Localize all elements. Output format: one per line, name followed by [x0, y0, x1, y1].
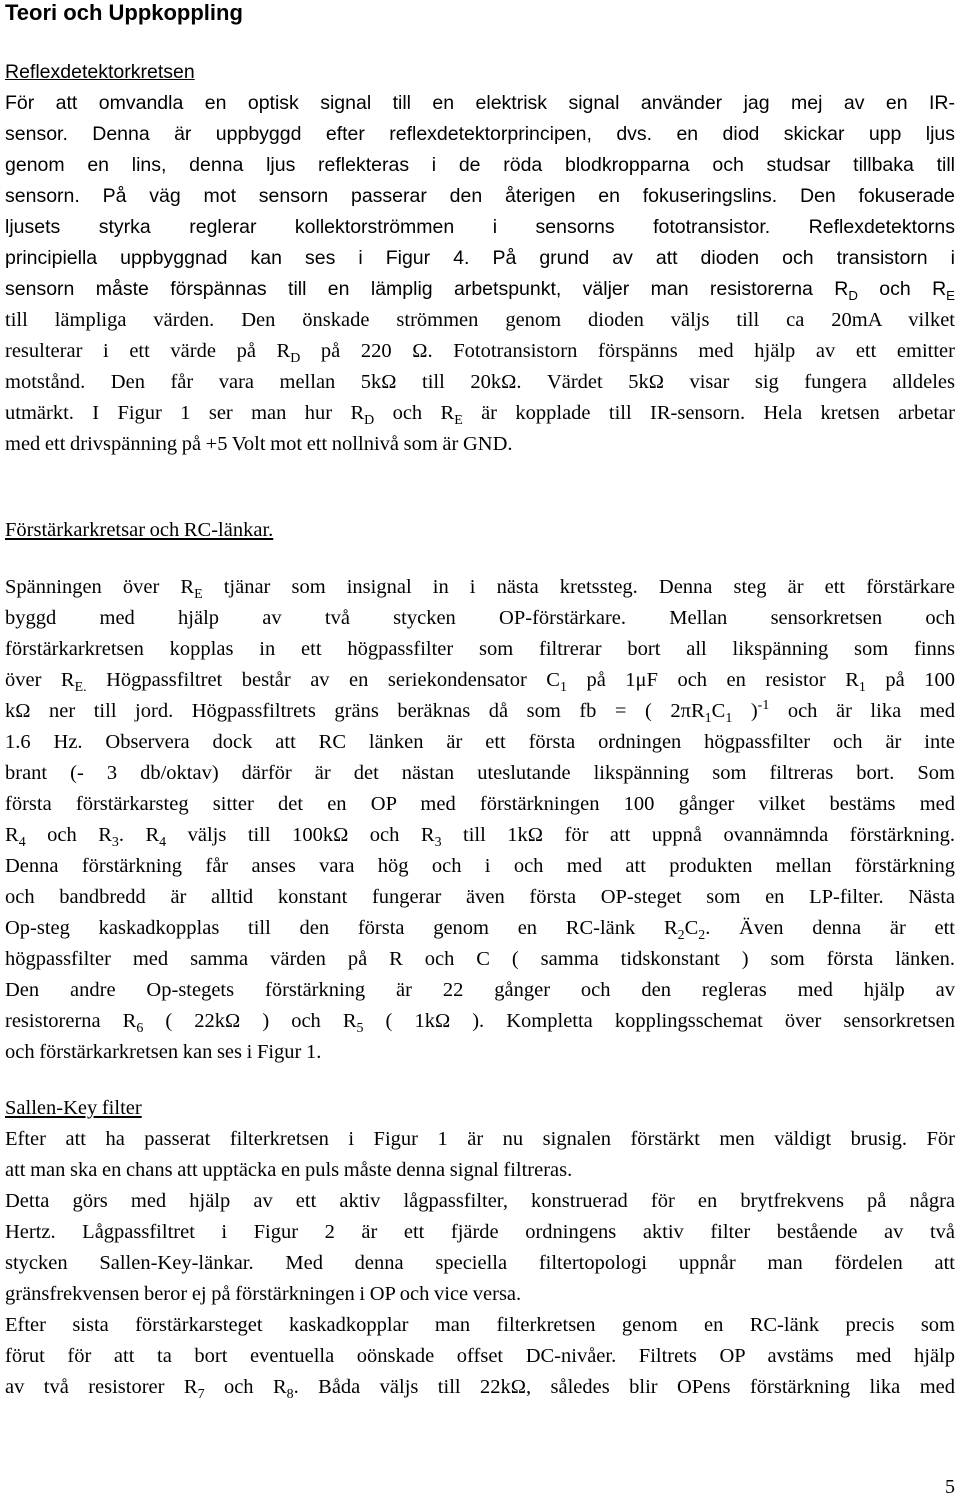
- paragraph-line: Denna förstärkning får anses vara hög och i och med att produkten mellan förstärkning: [5, 855, 955, 877]
- paragraph-line: sensor. Denna är uppbyggd efter reflexdetektorprincipen, dvs. en diod skickar upp ljus: [5, 123, 955, 145]
- paragraph-line: $R_4$ och $R_3$. $R_4$ väljs till 100kΩ och $R_3$ till 1kΩ för att uppnå ovannämnda förstärkning.: [5, 824, 956, 851]
- paragraph-line: av två resistorer $R_7$ och $R_8$. Båda väljs till 22kΩ, således blir OPens förstärkning lika med: [5, 1376, 955, 1403]
- paragraph-line: kΩ ner till jord. Högpassfiltrets gräns beräknas då som fb = ( $2\pi R_1C_1$ )$^{-1}$ och är lika med: [5, 698, 956, 727]
- paragraph-line: att man ska en chans att upptäcka en puls måste denna signal filtreras.: [5, 1159, 573, 1181]
- paragraph-line: För att omvandla en optisk signal till en elektrisk signal använder jag mej av en IR-: [5, 92, 955, 114]
- paragraph-line: stycken Sallen-Key-länkar. Med denna speciella filtertopologi uppnår man fördelen att: [5, 1252, 955, 1274]
- paragraph-line: Detta görs med hjälp av ett aktiv lågpassfilter, konstruerad för en brytfrekvens på några: [5, 1190, 955, 1212]
- paragraph-line: Op-steg kaskadkopplas till den första genom en RC-länk $R_2C_2$. Även denna är ett: [5, 917, 955, 944]
- paragraph-line: gränsfrekvensen beror ej på förstärkningen i OP och vice versa.: [5, 1283, 522, 1305]
- paragraph-line: byggd med hjälp av två stycken OP-förstärkare. Mellan sensorkretsen och: [5, 607, 955, 629]
- paragraph-line: och bandbredd är alltid konstant fungerar även första OP-steget som en LP-filter. Nästa: [5, 886, 955, 908]
- paragraph-line: till lämpliga värden. Den önskade strömmen genom dioden väljs till ca 20mA vilket: [5, 309, 955, 331]
- section-forstarkarkretsar: [5, 515, 955, 1068]
- paragraph-line: över $R_{E.}$ Högpassfiltret består av en seriekondensator $C_1$ på 1μF och en resistor $R_1$ på 100: [5, 669, 955, 696]
- paragraph-line: resulterar i ett värde på $R_D$ på 220 Ω. Fototransistorn förspänns med hjälp av ett emitter: [5, 340, 955, 367]
- paragraph-line: genom en lins, denna ljus reflekteras i de röda blodkropparna och studsar tillbaka till: [5, 154, 955, 176]
- section-heading: Sallen-Key filter: [5, 1097, 142, 1119]
- paragraph-line: Spänningen över $R_E$ tjänar som insignal in i nästa kretssteg. Denna steg är ett förstärkare: [5, 576, 955, 603]
- paragraph-line: Efter att ha passerat filterkretsen i Figur 1 är nu signalen förstärkt men väldigt brusig. För: [5, 1128, 955, 1150]
- paragraph-line: förstärkarkretsen kopplas in ett högpassfilter som filtrerar bort all likspänning som finns: [5, 638, 955, 660]
- paragraph-line: förut för att ta bort eventuella oönskade offset DC-nivåer. Filtrets OP avstäms med hjälp: [5, 1345, 955, 1367]
- paragraph-line: resistorerna $R_6$ ( 22kΩ ) och $R_5$ ( 1kΩ ). Kompletta kopplingsschemat över sensorkretsen: [5, 1010, 955, 1037]
- paragraph-line: 1.6 Hz. Observera dock att RC länken är ett första ordningen högpassfilter och är inte: [5, 731, 955, 753]
- paragraph-line: Efter sista förstärkarsteget kaskadkopplar man filterkretsen genom en RC-länk precis som: [5, 1314, 955, 1336]
- paragraph-line: högpassfilter med samma värden på R och C ( samma tidskonstant ) som första länken.: [5, 948, 955, 970]
- paragraph-line: första förstärkarsteg sitter det en OP med förstärkningen 100 gånger vilket bestäms med: [5, 793, 955, 815]
- page-title: Teori och Uppkoppling: [5, 0, 243, 25]
- paragraph-line: ljusets styrka reglerar kollektorströmmen i sensorns fototransistor. Reflexdetektorns: [5, 216, 955, 238]
- paragraph-line: motstånd. Den får vara mellan 5kΩ till 20kΩ. Värdet 5kΩ visar sig fungera alldeles: [5, 371, 955, 393]
- section-sallen-key: [5, 1093, 955, 1403]
- paragraph-line: sensorn. På väg mot sensorn passerar den återigen en fokuseringslins. Den fokuserade: [5, 185, 955, 207]
- section-heading: Reflexdetektorkretsen: [5, 61, 195, 83]
- blank-line: [5, 546, 955, 572]
- paragraph-line: med ett drivspänning på +5 Volt mot ett nollnivå som är GND.: [5, 433, 513, 455]
- paragraph-line: Hertz. Lågpassfiltret i Figur 2 är ett fjärde ordningens aktiv filter bestående av två: [5, 1221, 955, 1243]
- page-number: 5: [945, 1476, 955, 1498]
- section-reflexdetektorkretsen: [5, 57, 955, 460]
- section-heading: Förstärkarkretsar och RC-länkar.: [5, 519, 274, 541]
- paragraph-line: principiella uppbyggnad kan ses i Figur 4. På grund av att dioden och transistorn i: [5, 247, 955, 269]
- paragraph-line: sensorn måste förspännas till en lämplig arbetspunkt, väljer man resistorerna $R_D$ och $R_E$: [5, 278, 955, 303]
- paragraph-line: och förstärkarkretsen kan ses i Figur 1.: [5, 1041, 322, 1063]
- paragraph-line: brant (- 3 db/oktav) därför är det nästan uteslutande likspänning som filtreras bort. Som: [5, 762, 955, 784]
- paragraph-line: Den andre Op-stegets förstärkning är 22 gånger och den regleras med hjälp av: [5, 979, 955, 1001]
- paragraph-line: utmärkt. I Figur 1 ser man hur $R_D$ och $R_E$ är kopplade till IR-sensorn. Hela kretsen arbetar: [5, 402, 955, 429]
